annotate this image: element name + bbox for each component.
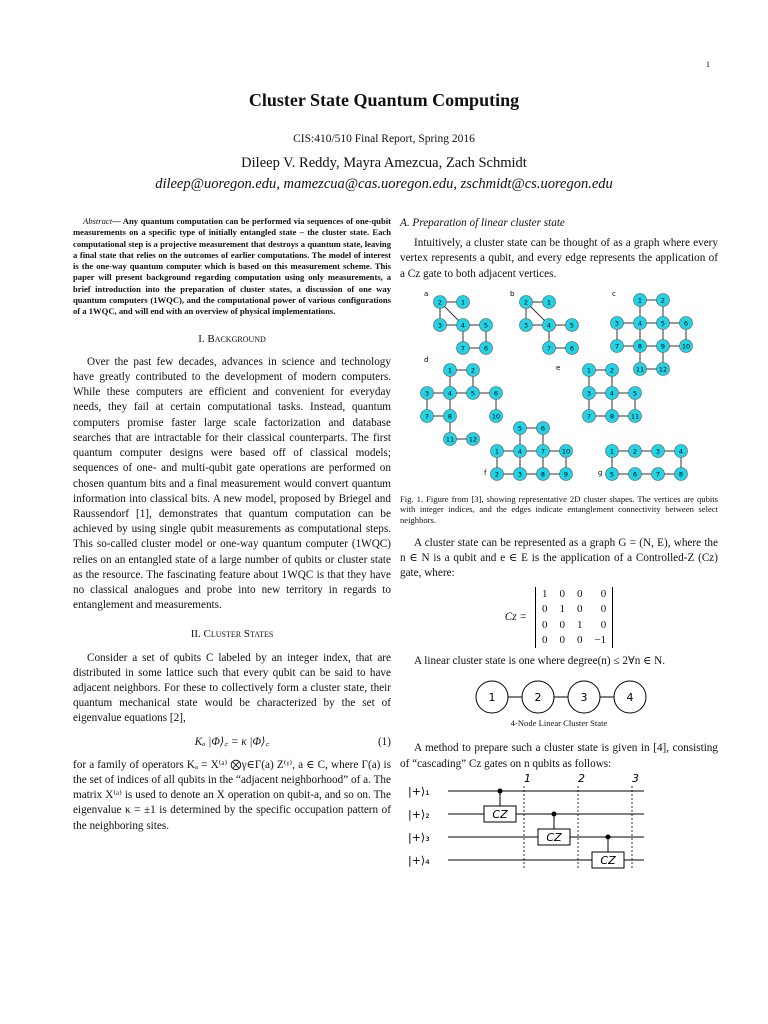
g-node-label: 3 [655, 447, 661, 456]
section-1-heading: I. Background [198, 332, 266, 345]
d-node-label: 10 [491, 412, 501, 421]
a-node-label: 4 [460, 321, 466, 330]
b-node-label: 7 [546, 344, 552, 353]
right-column [400, 216, 718, 870]
cz-matrix-cell: 1 [559, 603, 565, 616]
cz-matrix-row [535, 618, 612, 633]
g-node-label: 1 [609, 447, 615, 456]
cz-matrix-cell: 0 [576, 588, 583, 601]
b-node-label: 1 [546, 298, 552, 307]
panel-label-a: a [424, 289, 429, 298]
cz-matrix-cell: 0 [576, 633, 583, 646]
b-node-label: 3 [523, 321, 529, 330]
cz-matrix-row [535, 602, 612, 617]
c-node-label: 6 [683, 319, 689, 328]
cz-matrix-cell: 0 [541, 618, 548, 631]
panel-label-c: c [612, 289, 616, 298]
c-node-label: 1 [637, 296, 643, 305]
linear-cluster-label: 4-Node Linear Cluster State [510, 718, 608, 729]
cz-matrix [535, 587, 613, 648]
cz-matrix-row [535, 633, 612, 648]
d-node-label: 12 [468, 435, 478, 444]
cz-matrix-cell: −1 [594, 633, 607, 646]
f-node-label: 10 [561, 447, 571, 456]
cz-matrix-cell: 0 [559, 633, 565, 646]
c-node-label: 9 [660, 342, 666, 351]
linear-node-label: 1 [488, 691, 496, 705]
cz-matrix-cell: 0 [559, 618, 565, 631]
g-node-label: 7 [655, 470, 661, 479]
equation-1-body: Kₐ |Φ⟩꜀ = κ |Φ⟩꜀ [194, 735, 270, 748]
cz-gate-label: CZ [600, 853, 616, 867]
section-2-paragraph-1: Consider a set of qubits C labeled by an integer index, that are distributed in some lattice such that every qubit can be said to have adjacent neighbors. For these to collectively form a cluster state, their quantum mechanical state would be characterized by the set of eigenvalue equations [2], [73, 651, 391, 725]
d-node-label: 11 [445, 435, 455, 444]
cz-matrix-row [535, 587, 612, 602]
circuit-step-label: 2 [578, 773, 585, 785]
d-node-label: 7 [424, 412, 430, 421]
g-node-label: 2 [632, 447, 638, 456]
subsection-a-paragraph-1: Intuitively, a cluster state can be thought of as a graph where every vertex represents a qubit, and every edge represents the application of a Cz gate to both adjacent vertices. [400, 237, 718, 280]
cluster-shapes-figure [400, 290, 718, 488]
circuit-input-label: |+⟩₄ [408, 853, 430, 867]
author-emails: dileep@uoregon.edu, mamezcua@cas.uoregon.edu, zschmidt@cs.uoregon.edu [155, 176, 613, 192]
abstract-text: — Any quantum computation can be performed via sequences of one-qubit measurements on a specific type of initially entangled state – the cluster state. Each computational step is a projective measurement that destroys a quantum state, leaving a final state that relies on the outcomes of earlier computations. The model of interest is the one-way quantum computer which is based on this measurement scheme. This paper will present background regarding computation using only measurements, a brief introduction into the preparation of cluster states, a discussion of one way quantum computers (1WQC), and the computational power of various configurations of a 1WQC, and will end with an overview of physical implementations. [73, 216, 391, 317]
d-node-label: 1 [447, 366, 453, 375]
a-node-label: 5 [483, 321, 489, 330]
linear-node-label: 4 [626, 691, 634, 705]
e-node-label: 5 [632, 389, 638, 398]
e-node-label: 1 [586, 366, 592, 375]
b-node-label: 6 [569, 344, 575, 353]
cz-matrix-block [400, 587, 718, 648]
panel-label-g: g [598, 468, 603, 477]
abstract-label: Abstract [83, 216, 113, 226]
subsection-a-paragraph-3: A linear cluster state is one where degree(n) ≤ 2∀n ∈ N. [414, 655, 666, 668]
equation-1-number: (1) [377, 735, 391, 748]
b-node-label: 4 [546, 321, 552, 330]
f-node-label: 8 [540, 470, 546, 479]
a-node-label: 1 [460, 298, 466, 307]
a-node-label: 7 [460, 344, 466, 353]
equation-1 [73, 735, 391, 750]
abstract [73, 216, 391, 318]
d-node-label: 3 [424, 389, 430, 398]
cz-matrix-cell: 1 [576, 618, 583, 631]
d-node-label: 5 [470, 389, 476, 398]
subsection-a-heading: A. Preparation of linear cluster state [400, 217, 565, 229]
linear-cluster-diagram [400, 675, 718, 719]
page-number: 1 [706, 60, 710, 69]
f-node-label: 2 [494, 470, 500, 479]
g-node-label: 5 [609, 470, 615, 479]
circuit-input-label: |+⟩₂ [408, 807, 430, 821]
cz-label: Cz = [504, 611, 527, 623]
c-node-label: 4 [637, 319, 643, 328]
figure-1-caption: Fig. 1. Figure from [3], showing representative 2D cluster shapes. The vertices are qubits with integer indices, and the edges indicate entanglement connectivity between select neighbors. [400, 493, 718, 525]
g-node-label: 4 [678, 447, 684, 456]
e-node-label: 7 [586, 412, 592, 421]
f-node-label: 3 [517, 470, 523, 479]
cascade-circuit-diagram [400, 774, 718, 870]
circuit-input-label: |+⟩₃ [408, 830, 430, 844]
g-node-label: 6 [632, 470, 638, 479]
a-node-label: 3 [437, 321, 443, 330]
c-node-label: 3 [614, 319, 620, 328]
e-node-label: 2 [609, 366, 615, 375]
circuit-step-label: 1 [524, 773, 531, 785]
e-node-label: 3 [586, 389, 592, 398]
panel-label-d: d [424, 355, 429, 364]
linear-node-label: 3 [580, 691, 588, 705]
f-node-label: 7 [540, 447, 546, 456]
panel-label-e: e [556, 363, 561, 372]
subsection-a-paragraph-2: A cluster state can be represented as a graph G = (N, E), where the n ∈ N is a qubit and e ∈ E is the application of a Controlled-Z (Cz) gate, where: [400, 536, 718, 579]
panel-label-b: b [510, 289, 515, 298]
c-node-label: 5 [660, 319, 666, 328]
f-node-label: 4 [517, 447, 523, 456]
c-node-label: 10 [681, 342, 691, 351]
cz-gate-label: CZ [546, 830, 562, 844]
b-node-label: 2 [523, 298, 529, 307]
f-node-label: 1 [494, 447, 500, 456]
c-node-label: 12 [658, 365, 668, 374]
c-node-label: 7 [614, 342, 620, 351]
paper-title: Cluster State Quantum Computing [248, 90, 520, 110]
cz-matrix-cell: 0 [600, 618, 607, 631]
d-node-label: 6 [493, 389, 499, 398]
f-node-label: 9 [563, 470, 569, 479]
cz-matrix-cell: 0 [576, 603, 583, 616]
cz-matrix-cell: 1 [541, 588, 548, 601]
section-1-paragraph: Over the past few decades, advances in science and technology have greatly contributed to the development of modern computers. While these computers are efficient and convenient for everyday needs, they fail at certain computational tasks. Instead, quantum computers promise faster large scale factorization and database searches that are intractable for their classical counterparts. The first quantum computer designs were based off of classical models; sequences of one- and multi-qubit gate operations are performed on chosen quantum bits and a final measurement would convert quantum information into classical bits. A new model, proposed by Briegel and Raussendorf [1], demonstrates that quantum computation can be achieved by using single qubit measurements as computational steps. This so-called cluster model or one-way quantum computer (1WQC) relies on an entangled state of a large number of qubits or cluster state as the resource. The fascinating feature about 1WQC is that they have no classical analogues and probe into new territory in regards to entanglement and measurements. [73, 355, 391, 612]
cz-gate-label: CZ [492, 807, 508, 821]
authors: Dileep V. Reddy, Mayra Amezcua, Zach Schmidt [241, 155, 527, 171]
cz-matrix-cell: 0 [541, 603, 548, 616]
c-node-label: 2 [660, 296, 666, 305]
e-node-label: 4 [609, 389, 615, 398]
linear-node-label: 2 [534, 691, 542, 705]
circuit-input-label: |+⟩₁ [408, 784, 430, 798]
d-node-label: 2 [470, 366, 476, 375]
cz-matrix-cell: 0 [600, 603, 607, 616]
subsection-a-paragraph-4: A method to prepare such a cluster state is given in [4], consisting of “cascading” Cz gates on n qubits as follows: [400, 742, 718, 770]
f-node-label: 6 [540, 424, 546, 433]
cz-matrix-cell: 0 [541, 633, 548, 646]
f-node-label: 5 [517, 424, 523, 433]
e-node-label: 8 [609, 412, 615, 421]
cz-matrix-cell: 0 [559, 588, 565, 601]
d-node-label: 4 [447, 389, 453, 398]
section-2-paragraph-2: for a family of operators Kₐ = X⁽ᵃ⁾ ⨂γ∈Γ(a) Z⁽ᵞ⁾, a ∈ C, where Γ(a) is the set of indices of all qubits in the “adjacent neighborhood” of a. The matrix X⁽ᵃ⁾ is used to denote an X operation on qubit-a, and so on. The eigenvalue κ = ±1 is determined by the specific occupation pattern of the neighboring sites. [73, 758, 391, 832]
cz-matrix-cell: 0 [600, 588, 607, 601]
a-node-label: 6 [483, 344, 489, 353]
left-column [73, 216, 391, 834]
c-node-label: 8 [637, 342, 643, 351]
a-node-label: 2 [437, 298, 443, 307]
c-node-label: 11 [635, 365, 645, 374]
panel-label-f: f [484, 468, 487, 477]
paper-subtitle: CIS:410/510 Final Report, Spring 2016 [293, 133, 475, 145]
section-2-heading: II. Cluster States [190, 628, 274, 641]
circuit-step-label: 3 [632, 773, 639, 785]
g-node-label: 8 [678, 470, 684, 479]
d-node-label: 8 [447, 412, 453, 421]
b-node-label: 5 [569, 321, 575, 330]
e-node-label: 11 [630, 412, 640, 421]
